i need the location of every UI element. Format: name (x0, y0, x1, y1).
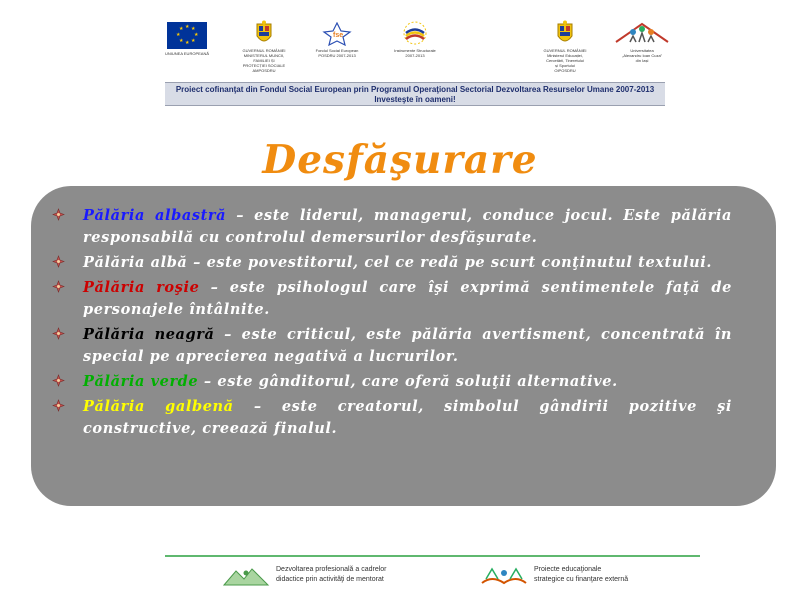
flower-bullet-icon (52, 280, 65, 293)
flower-bullet-icon (52, 327, 65, 340)
list-item (52, 205, 732, 249)
banner-line-2: Investeşte în oameni! (374, 95, 456, 104)
sponsor-logos (0, 0, 800, 80)
footer-right-text: Proiecte educaţionale strategice cu finanţare externă (534, 566, 629, 583)
ministry-logo-1: GUVERNUL ROMÂNIEI MINISTERUL MUNCII, FAMILIEI ȘI PROTECȚIEI SOCIALE AMPOSDRU (236, 20, 292, 73)
svg-text:fse: fse (333, 32, 344, 39)
flower-bullet-icon (52, 208, 65, 221)
coat-of-arms-icon (556, 20, 574, 46)
hat-description: – este gânditorul, care oferă soluţii alternative. (198, 373, 618, 390)
page-title: Desfăşurare (262, 137, 538, 183)
hat-name-red: Pălăria roşie (83, 279, 200, 296)
list-item (52, 396, 732, 440)
flower-bullet-icon (52, 374, 65, 387)
hat-name-yellow: Pălăria galbenă (83, 398, 234, 415)
fse-logo: fse Fondul Social European POSDRU 2007-2013 (312, 22, 362, 58)
people-icon (613, 20, 671, 46)
list-item (52, 371, 732, 393)
mentoring-logo-icon (222, 565, 272, 587)
hat-name-green: Pălăria verde (83, 373, 199, 390)
partner-logo: Universitatea „Alexandru Ioan Cuza” din Iași (612, 20, 672, 63)
eu-flag-icon: ★ ★ ★ ★ ★ ★ ★ ★ (167, 22, 207, 49)
flower-bullet-icon (52, 255, 65, 268)
list-item (52, 324, 732, 368)
footer-divider (165, 555, 700, 557)
hat-description: – este creatorul, simbolul gândirii pozitive şi constructive, creează finalul. (83, 398, 732, 437)
eu-flag-logo: ★ ★ ★ ★ ★ ★ ★ ★ UNIUNEA EUROPEANĂ (165, 22, 209, 56)
hats-list (52, 205, 732, 443)
instruments-icon (401, 20, 429, 46)
ministry-logo-2: GUVERNUL ROMÂNIEI Ministerul Educației, Cercetării, Tineretului și Sportului OIPOSDRU (540, 20, 590, 73)
hat-description: – este povestitorul, cel ce redă pe scurt conţinutul textului. (187, 254, 712, 271)
hat-name-black: Pălăria neagră (83, 326, 215, 343)
hat-name-white: Pălăria albă (83, 254, 188, 271)
hat-description: – este liderul, managerul, conduce jocul. Este pălăria responsabilă cu controlul demersurilor desfăşurate. (83, 207, 732, 246)
banner-line-1: Proiect cofinanţat din Fondul Social European prin Programul Operaţional Sectorial Dezvoltarea Resurselor Umane 2007-2013 (175, 85, 655, 94)
list-item (52, 252, 732, 274)
structural-instruments-logo: Instrumente Structurale 2007-2013 (390, 20, 440, 58)
hat-description: – este criticul, este pălăria avertisment, concentrată în special pe aprecierea negativă a lucrurilor. (83, 326, 733, 365)
list-item (52, 277, 732, 321)
cofinancing-banner (165, 82, 665, 106)
fse-icon (320, 22, 354, 46)
flower-bullet-icon (52, 399, 65, 412)
coat-of-arms-icon (255, 20, 273, 46)
footer-left-text: Dezvoltarea profesională a cadrelor didactice prin activităţi de mentorat (276, 566, 387, 583)
hat-name-blue: Pălăria albastră (83, 207, 227, 224)
educational-projects-logo-icon (478, 565, 530, 587)
hat-description: – este psihologul care îşi exprimă sentimentele faţă de personajele întâlnite. (83, 279, 732, 318)
